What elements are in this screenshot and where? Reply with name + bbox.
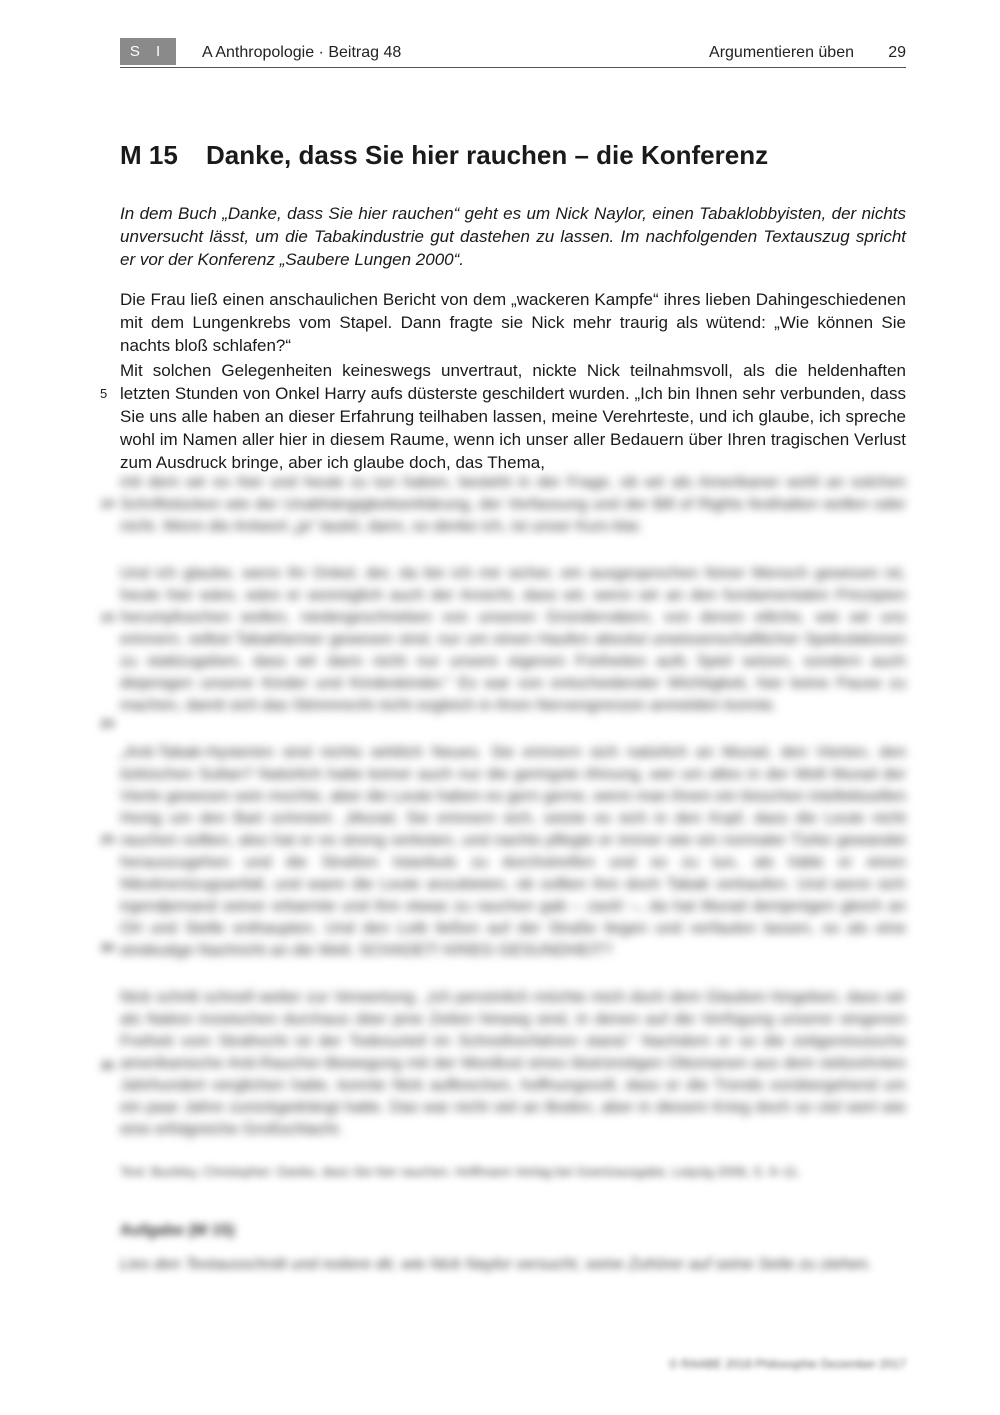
page-header [120, 38, 906, 68]
running-title: A Anthropologie · Beitrag 48 [202, 44, 402, 61]
task-title: Aufgabe (M 15) [120, 1222, 235, 1239]
material-code: M 15 [120, 140, 178, 170]
material-heading: Danke, dass Sie hier rauchen – die Konferenz [206, 140, 769, 170]
line-number: 25 [100, 832, 115, 847]
source-citation: Text: Buckley, Christopher: Danke, dass Sie hier rauchen. Hoffmann Verlag bei Goertzausgabe, Leipzig 2006, S. 9–11. [120, 1164, 801, 1179]
section-badge: S I [120, 38, 176, 65]
line-number: 30 [100, 940, 115, 955]
line-number: 5 [100, 386, 108, 401]
page-number: 29 [888, 44, 906, 61]
paragraph [120, 359, 906, 487]
blurred-paragraph: mit dem wir es hier und heute zu tun haben, besteht in der Frage, ob wir als Amerikaner wohl an solchen Schriftstücken wie der Unabhängigkeitserklärung, der Verfassung und der Bill of Rights festhalten wollen oder nicht. Wenn die Antwort „ja“ lautet, dann, so denke ich, ist unser Kurs klar. [120, 474, 906, 535]
paragraph-text: Mit solchen Gelegenheiten keineswegs unvertraut, nickte Nick teilnahmsvoll, als die heldenhaften letzten Stunden von Onkel Harry aufs düsterste geschildert wurden. „Ich bin Ihnen sehr verbunden, dass Sie uns alle haben an dieser Erfahrung teilhaben lassen, meine Verehrteste, und ich glaube, ich spreche wohl im Namen aller hier in diesem Raume, wenn ich unser aller Bedauern über Ihren tragischen Verlust zum Ausdruck bringe, aber ich glaube doch, das Thema, [120, 361, 906, 472]
paragraph: Die Frau ließ einen anschaulichen Bericht von dem „wackeren Kampfe“ ihres lieben Dahingeschiedenen mit dem Lungenkrebs vom Stapel. Dann fragte sie Nick mehr traurig als wütend: „Wie können Sie nachts bloß schlafen?“ [120, 290, 906, 355]
blurred-paragraph: „Anti-Tabak-Hysterien sind nichts wirklich Neues. Sie erinnern sich natürlich an Murad, den Vierten, den türkischen Sultan? Natürlich hatte keiner auch nur die geringste Ahnung, wer um alles in der Welt Murad der Vierte gewesen sein mochte, aber die Leute haben es gern gerne, wenn man ihnen ein bisschen intellektuellen Honig um den Bart schmiert. „Murad, Sie erinnern sich, setzte es sich in den Kopf, dass die Leute nicht rauchen sollten, also hat er es streng verboten, und nachts pflegte er immer wie ein normaler Türke gewandet herauszugehen und die Straßen Istanbuls zu durchstreifen und so zu tun, als hätte er einen Nikotinentzugsanfall, und wann die Leute anzubieten, ob sollten ihm doch Tabak verkaufen. Und wenn sich irgendjemand seiner erbarmte und ihm etwas zu rauchen gab – zack! –, da hat Murad demjenigen gleich an Ort und Stelle enthaupten. Und den Leib ließen auf der Straße liegen und verfaulen lassen, so als eine eindeutige Nachricht an die Welt. SCHADET! KRIEG GESUNDHEIT? [120, 744, 906, 959]
line-number: 35 [100, 1058, 115, 1073]
section-name: Argumentieren üben [709, 44, 854, 61]
page-footer: © RAABE 2018 Philosophie Dezember 2017 [669, 1357, 906, 1371]
blurred-paragraph: Nick schritt schnell weiter zur Verwertung. „Ich persönlich möchte mich doch dem Glauben hingeben, dass wir als Nation inzwischen durchaus über jene Zeiten hinweg sind, in denen auf die Verfügung unserer eingenen Freiheit vom Strafrecht ist der Todesurteil im Schnellverfahren stand.“ Nachdem er so die zeitgenössische amerikanische Anti-Raucher-Bewegung mit der Mordlust eines blutrünstigen Ottomanen aus dem siebzehnten Jahrhundert verglichen hatte, konnte Nick aufbrechen, hoffnungsvoll, dass er die Trends vorübergehend um ein paar Jahre zurückgedrängt hatte. Das war nicht viel an Boden, aber in diesem Krieg doch so viel wert wie eine erfolgreiche Großschlacht. [120, 989, 906, 1138]
task-text: Lies den Textausschnitt und notiere dir, wie Nick Naylor versucht, seine Zuhörer auf seine Seite zu ziehen. [120, 1256, 872, 1273]
material-title [120, 140, 768, 171]
line-number: 15 [100, 610, 115, 625]
line-number: 20 [100, 716, 115, 731]
blurred-paragraph: Und ich glaube, wenn Ihr Onkel, der, da bin ich mir sicher, ein ausgesprochen feiner Mensch gewesen ist, heute hier wäre, wäre er womöglich auch der Ansicht, dass wir, wenn wir an den fundamentalen Prinzipien herumpfuschen wollen, niedergeschrieben von unseren Gründervätern, von denen etliche, wie wir uns erinnern, selbst Tabakfarmer gewesen sind, nur um einen Haufen absolut unwissenschaftlicher Spekulationen zu stattzugeben, dass wir dann nicht nur unsere eigenen Freiheiten aufs Spiel setzen, sondern auch diejenigen unserer Kinder und Kindeskinder.“ Es war von entscheidender Wichtigkeit, hier keine Pause zu machen, damit sich das Stimmrecht nicht sogleich in ihren Nervengrenzen anmelden konnte. [120, 565, 906, 714]
intro-text: In dem Buch „Danke, dass Sie hier rauchen“ geht es um Nick Naylor, einen Tabaklobbyisten, der nichts unversucht lässt, um die Tabakindustrie gut dastehen zu lassen. Im nachfolgenden Textauszug spricht er vor der Konferenz „Saubere Lungen 2000“. [120, 204, 906, 269]
line-number: 10 [100, 496, 115, 511]
